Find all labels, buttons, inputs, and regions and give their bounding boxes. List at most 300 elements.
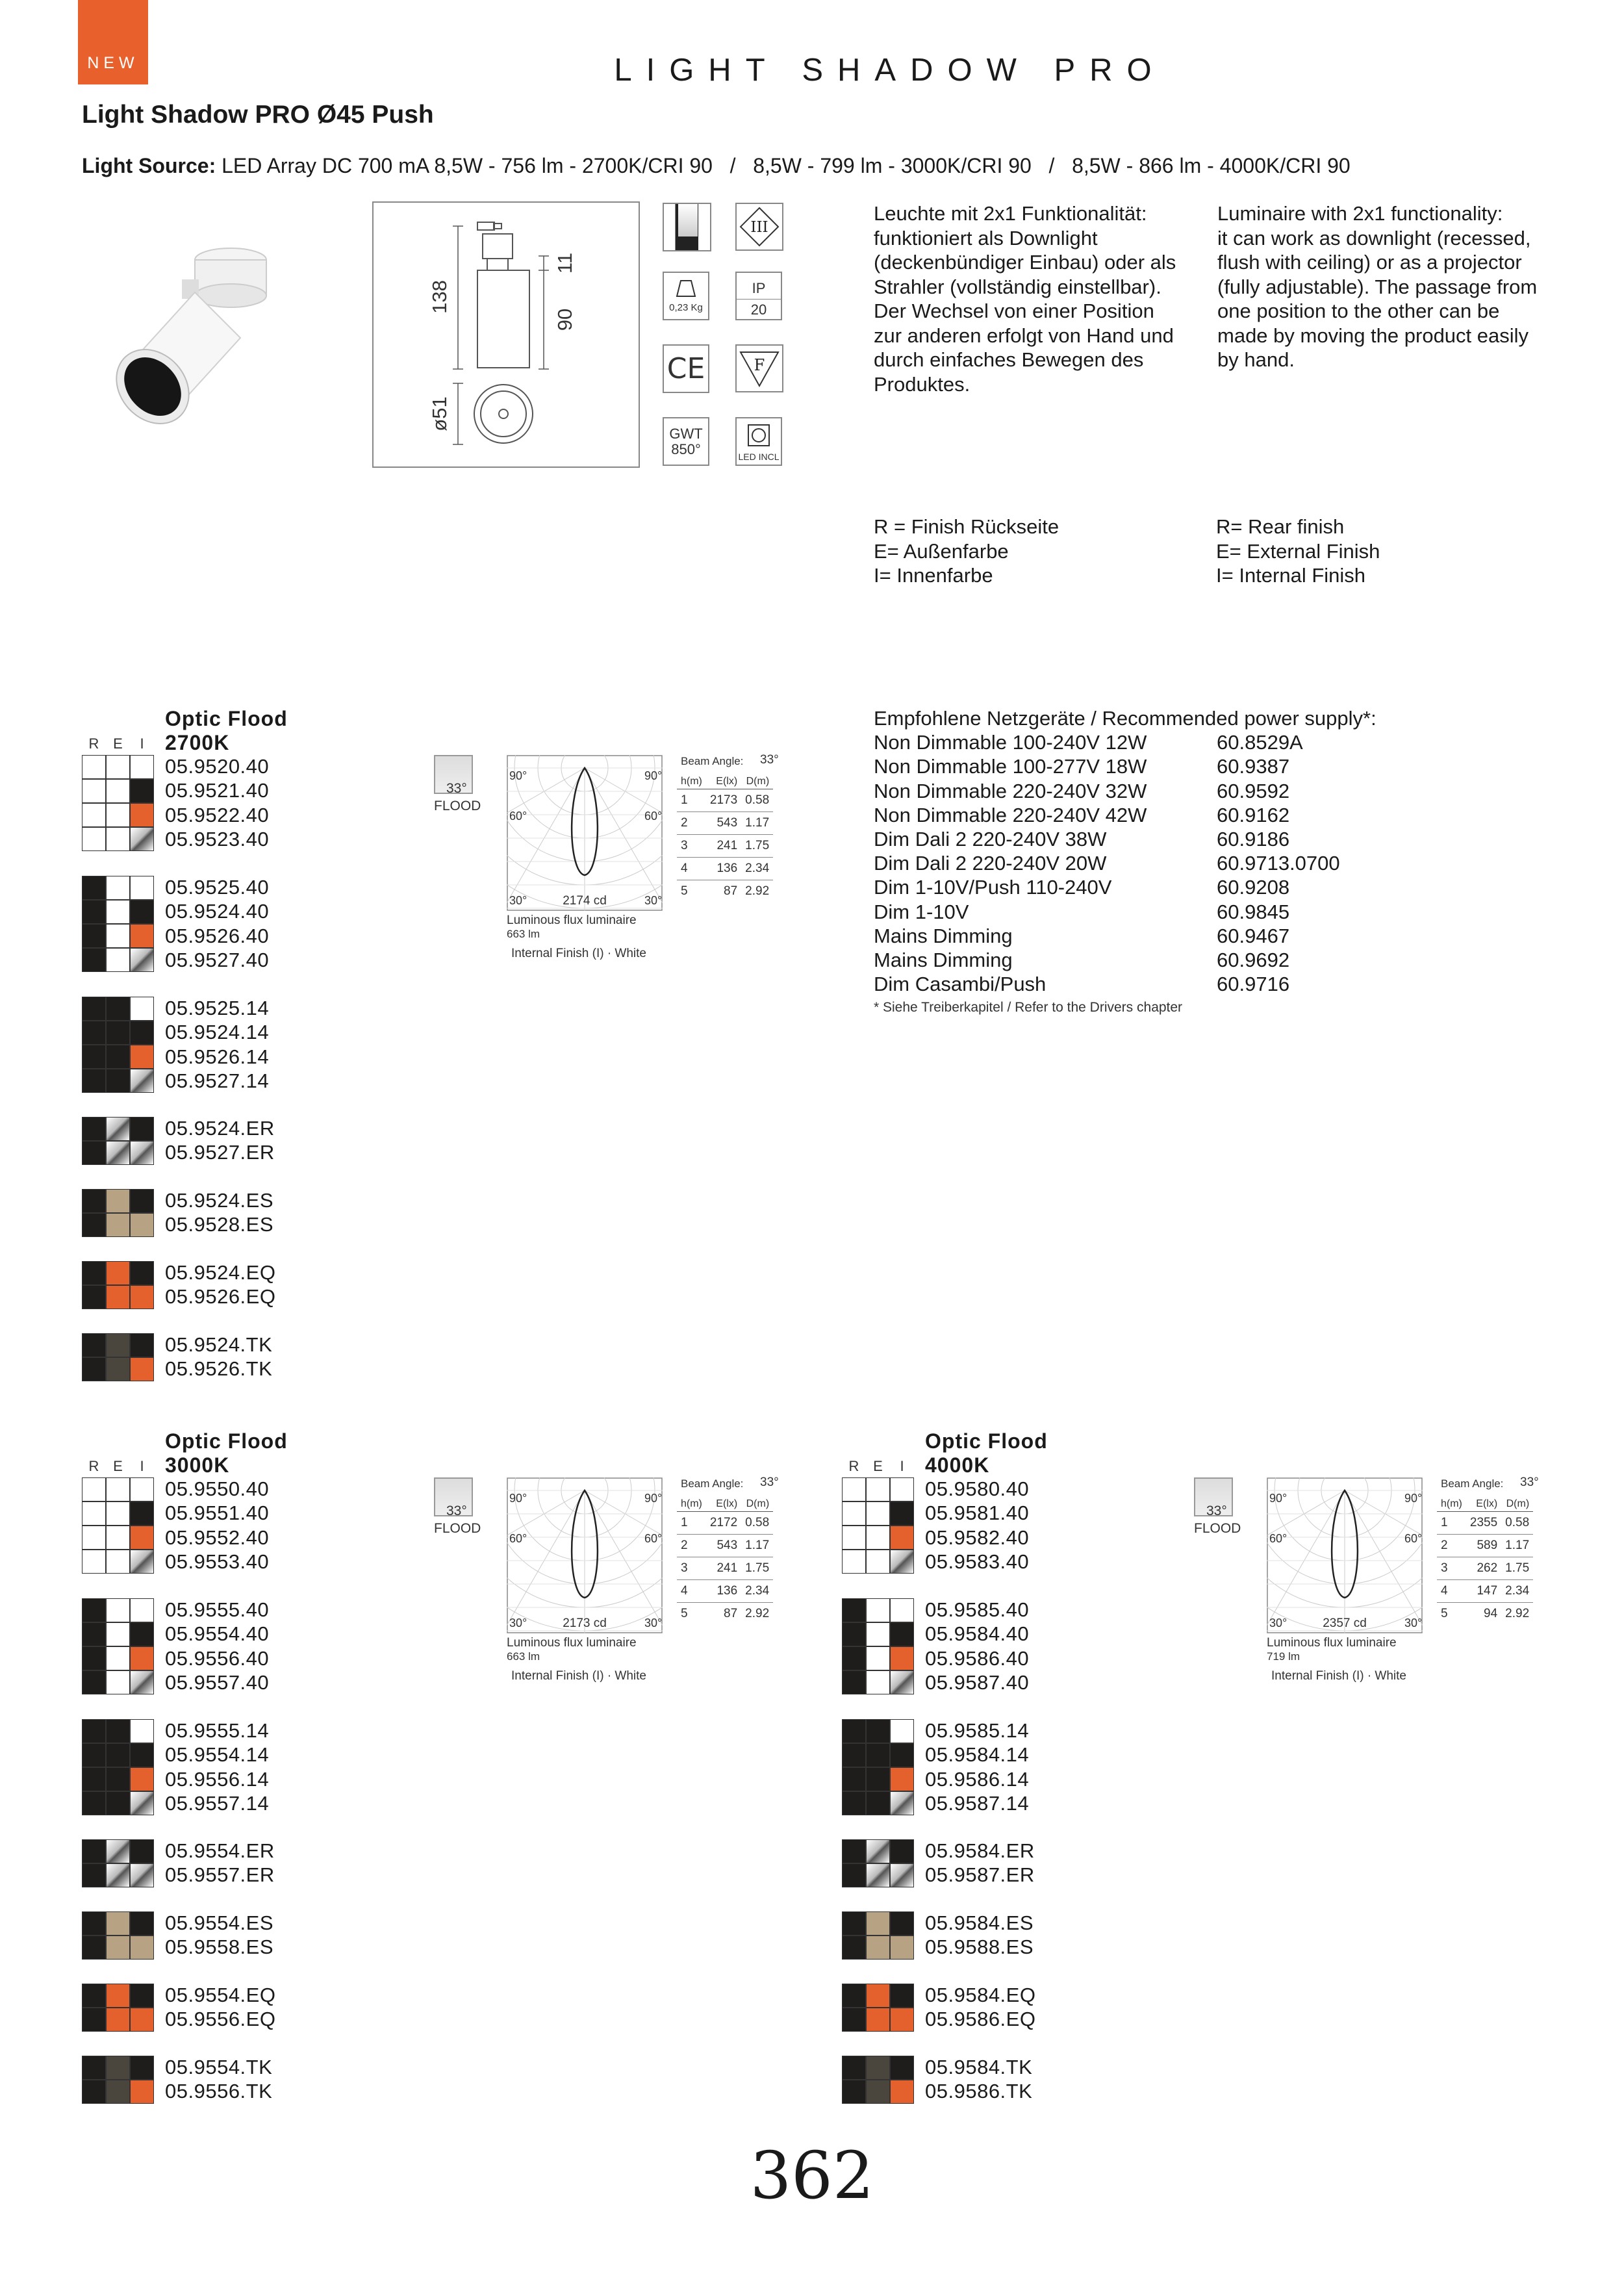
polar-diagram xyxy=(1267,1477,1423,1633)
polar-angle-label: 90° xyxy=(644,1492,663,1505)
finish-swatch xyxy=(82,1743,106,1767)
finish-swatch xyxy=(842,1550,866,1574)
beam-angle-value: 33° xyxy=(1520,1476,1539,1489)
product-code: 05.9587.14 xyxy=(925,1791,1030,1815)
table-cell: 4 xyxy=(677,858,706,880)
product-code: 05.9581.40 xyxy=(925,1501,1030,1525)
table-row xyxy=(1437,1580,1533,1603)
finish-swatch xyxy=(842,1863,866,1887)
flux-value: 663 lm xyxy=(507,928,540,940)
table-cell: 1 xyxy=(677,789,706,812)
polar-angle-label: 90° xyxy=(1269,1492,1288,1505)
finish-swatch xyxy=(106,755,130,779)
flood-label: FLOOD xyxy=(1194,1521,1241,1536)
finish-swatch xyxy=(82,1598,106,1622)
finish-swatch xyxy=(106,1839,130,1863)
product-code: 05.9554.14 xyxy=(165,1743,270,1767)
product-code: 05.9550.40 xyxy=(165,1477,270,1500)
table-row xyxy=(677,1512,773,1535)
finish-swatch xyxy=(130,1285,154,1309)
finish-swatch xyxy=(890,1767,914,1791)
finish-swatch xyxy=(842,1598,866,1622)
flux-value: 719 lm xyxy=(1267,1650,1300,1663)
table-cell: 136 xyxy=(706,858,741,880)
finish-swatch xyxy=(82,1767,106,1791)
finish-swatch xyxy=(842,1791,866,1815)
finish-swatch xyxy=(130,1189,154,1213)
product-code: 05.9584.14 xyxy=(925,1743,1030,1767)
polar-angle-label: 90° xyxy=(644,769,663,782)
photometry xyxy=(1192,1477,1556,1692)
power-supply-row xyxy=(874,900,1588,924)
beam-angle-label: Beam Angle: xyxy=(1441,1477,1504,1490)
finish-swatch xyxy=(866,1501,890,1526)
illuminance-table xyxy=(677,1497,773,1626)
finish-swatch xyxy=(130,755,154,779)
polar-angle-label: 60° xyxy=(644,1532,663,1545)
finish-swatch xyxy=(130,1984,154,2008)
polar-angle-label: 30° xyxy=(509,894,527,907)
power-supply-code: 60.8529A xyxy=(1217,731,1303,754)
table-cell: 94 xyxy=(1484,1607,1498,1621)
table-header: E(lx) xyxy=(706,774,741,789)
finish-swatch xyxy=(106,1357,130,1381)
table-cell: 589 xyxy=(1466,1535,1501,1557)
finish-swatch xyxy=(82,1550,106,1574)
svg-text:III: III xyxy=(750,219,768,236)
power-supply-name: Non Dimmable 100-277V 18W xyxy=(874,755,1147,778)
table-header: D(m) xyxy=(1501,1497,1533,1512)
rei-header xyxy=(842,1458,914,1475)
power-supply-row xyxy=(874,924,1588,948)
finish-swatch xyxy=(106,1021,130,1045)
weight-label: 0,23 Kg xyxy=(669,302,703,313)
finish-swatch xyxy=(866,1839,890,1863)
table-cell: 241 xyxy=(706,835,741,858)
product-code: 05.9555.40 xyxy=(165,1598,270,1621)
finish-swatch xyxy=(106,1213,130,1237)
finish-swatch xyxy=(82,900,106,924)
finish-swatch xyxy=(130,1839,154,1863)
product-code: 05.9524.14 xyxy=(165,1021,270,1044)
product-code: 05.9557.14 xyxy=(165,1791,270,1815)
product-code: 05.9556.EQ xyxy=(165,2008,276,2031)
power-supply-name: Non Dimmable 220-240V 32W xyxy=(874,779,1147,802)
finish-swatch xyxy=(130,1213,154,1237)
finish-swatch xyxy=(866,1719,890,1743)
new-tag: NEW xyxy=(78,0,148,84)
illuminance-table xyxy=(1437,1497,1533,1626)
finish-swatch xyxy=(82,1261,106,1285)
finish-swatch xyxy=(82,1141,106,1165)
finish-swatch xyxy=(82,997,106,1021)
table-cell: 543 xyxy=(706,812,741,835)
polar-diagram xyxy=(507,1477,663,1633)
section-cct: 4000K xyxy=(925,1453,990,1477)
flux-value: 663 lm xyxy=(507,1650,540,1663)
product-code: 05.9525.40 xyxy=(165,876,270,899)
finish-swatch xyxy=(106,900,130,924)
polar-diagram xyxy=(507,755,663,911)
rei-label: E xyxy=(113,735,123,752)
flood-angle: 33° xyxy=(446,781,467,796)
power-supply-name: Non Dimmable 220-240V 42W xyxy=(874,803,1147,826)
finish-swatch xyxy=(890,1622,914,1646)
polar-angle-label: 90° xyxy=(509,1492,527,1505)
power-supply-code: 60.9716 xyxy=(1217,973,1290,996)
power-supply-row xyxy=(874,754,1588,778)
table-cell: 1.75 xyxy=(741,1557,773,1580)
finish-swatch xyxy=(106,1622,130,1646)
table-header: h(m) xyxy=(677,1497,706,1512)
finish-swatch xyxy=(842,1767,866,1791)
finish-swatch xyxy=(82,1935,106,1960)
finish-swatch xyxy=(890,2080,914,2104)
finish-swatch xyxy=(866,1767,890,1791)
rei-label: I xyxy=(900,1458,904,1474)
finish-swatch xyxy=(890,1550,914,1574)
dim-90-label: 90 xyxy=(553,308,576,331)
finish-swatch xyxy=(890,1477,914,1501)
photometry xyxy=(432,755,796,969)
dim-height-label: 138 xyxy=(428,280,451,314)
flood-label: FLOOD xyxy=(434,1521,481,1536)
product-code: 05.9554.ER xyxy=(165,1839,275,1862)
finish-swatch xyxy=(106,1477,130,1501)
finish-swatch xyxy=(82,779,106,803)
beam-angle-label: Beam Angle: xyxy=(681,1477,744,1490)
finish-swatch xyxy=(82,1791,106,1815)
finish-swatch xyxy=(106,2008,130,2032)
table-cell: 2 xyxy=(677,1535,706,1557)
power-supply-code: 60.9208 xyxy=(1217,876,1290,899)
dim-11-label: 11 xyxy=(553,252,576,274)
finish-swatch xyxy=(82,1069,106,1093)
power-supply-code: 60.9467 xyxy=(1217,924,1290,947)
product-code: 05.9527.ER xyxy=(165,1141,275,1164)
finish-swatch xyxy=(866,2056,890,2080)
polar-angle-label: 30° xyxy=(644,894,663,907)
finish-swatch xyxy=(890,1935,914,1960)
table-row xyxy=(677,1557,773,1580)
finish-swatch xyxy=(130,1261,154,1285)
product-code: 05.9586.EQ xyxy=(925,2008,1036,2031)
finish-swatch xyxy=(866,1670,890,1694)
finish-swatch xyxy=(130,1526,154,1550)
table-cell: 543 xyxy=(706,1535,741,1557)
finish-swatch xyxy=(130,1791,154,1815)
flood-angle: 33° xyxy=(1206,1503,1227,1518)
table-row xyxy=(677,789,773,812)
led-included-icon xyxy=(735,417,782,466)
table-header: E(lx) xyxy=(1466,1497,1501,1512)
finish-swatch xyxy=(82,1526,106,1550)
finish-swatch xyxy=(130,1670,154,1694)
table-cell: 2.34 xyxy=(741,1580,773,1603)
finish-swatch xyxy=(82,1719,106,1743)
product-code: 05.9556.40 xyxy=(165,1646,270,1670)
finish-swatch xyxy=(106,1045,130,1069)
finish-swatch xyxy=(106,1911,130,1935)
finish-swatch xyxy=(82,1646,106,1670)
product-code: 05.9584.ES xyxy=(925,1911,1034,1934)
table-cell: 5 xyxy=(1441,1607,1448,1621)
finish-swatch xyxy=(106,1550,130,1574)
finish-swatch xyxy=(890,1984,914,2008)
table-cell: 2.92 xyxy=(745,884,770,899)
f-mark-icon xyxy=(735,344,783,392)
product-code: 05.9528.ES xyxy=(165,1213,274,1236)
finish-swatch xyxy=(106,2080,130,2104)
finish-swatch xyxy=(890,1598,914,1622)
finish-swatch xyxy=(130,1333,154,1357)
product-code: 05.9558.ES xyxy=(165,1935,274,1959)
table-cell: 2355 xyxy=(1466,1512,1501,1535)
table-cell: 262 xyxy=(1466,1557,1501,1580)
finish-swatch xyxy=(130,1767,154,1791)
rei-label: I xyxy=(140,1458,144,1474)
finish-swatch xyxy=(130,1622,154,1646)
power-supply-name: Mains Dimming xyxy=(874,924,1013,947)
finish-swatch xyxy=(106,1598,130,1622)
power-supply-name: Non Dimmable 100-240V 12W xyxy=(874,731,1147,754)
finish-swatch xyxy=(130,2056,154,2080)
rei-label: E xyxy=(873,1458,883,1474)
finish-swatch xyxy=(106,1526,130,1550)
dimension-drawing xyxy=(372,201,640,468)
finish-swatch xyxy=(842,1477,866,1501)
finish-swatch xyxy=(82,948,106,972)
product-code: 05.9527.14 xyxy=(165,1069,270,1092)
finish-swatch xyxy=(106,1984,130,2008)
finish-swatch xyxy=(890,1743,914,1767)
light-source-line xyxy=(82,154,1351,178)
finish-swatch xyxy=(82,1911,106,1935)
finish-swatch xyxy=(82,924,106,948)
product-code: 05.9554.ES xyxy=(165,1911,274,1934)
product-code: 05.9584.ER xyxy=(925,1839,1035,1862)
finish-swatch xyxy=(106,924,130,948)
product-code: 05.9585.40 xyxy=(925,1598,1030,1621)
table-cell: 1.17 xyxy=(741,812,773,835)
finish-swatch xyxy=(82,1622,106,1646)
product-code: 05.9524.EQ xyxy=(165,1261,276,1284)
finish-swatch xyxy=(866,2080,890,2104)
candela-label: 2174 cd xyxy=(563,894,607,908)
flux-label: Luminous flux luminaire xyxy=(1267,1636,1397,1650)
finish-swatch xyxy=(890,1839,914,1863)
product-code: 05.9586.14 xyxy=(925,1767,1030,1791)
table-cell: 1.17 xyxy=(1501,1535,1533,1557)
finish-swatch xyxy=(130,1743,154,1767)
table-header: E(lx) xyxy=(706,1497,741,1512)
finish-swatch xyxy=(866,1526,890,1550)
finish-swatch xyxy=(106,1117,130,1141)
finish-swatch xyxy=(130,1646,154,1670)
section-cct: 3000K xyxy=(165,1453,230,1477)
table-cell: 2 xyxy=(677,812,706,835)
glow-wire-icon xyxy=(663,417,709,466)
polar-angle-label: 30° xyxy=(1269,1616,1288,1629)
table-header-row xyxy=(677,1497,773,1512)
candela-label: 2173 cd xyxy=(563,1616,607,1630)
finish-swatch xyxy=(890,2008,914,2032)
finish-swatch xyxy=(130,900,154,924)
finish-swatch xyxy=(890,1526,914,1550)
polar-angle-label: 60° xyxy=(509,810,527,823)
power-supply-row xyxy=(874,875,1588,899)
finish-swatch xyxy=(82,1045,106,1069)
finish-swatch xyxy=(130,827,154,851)
finish-swatch xyxy=(130,1911,154,1935)
finish-swatch xyxy=(866,1550,890,1574)
finish-swatch xyxy=(106,1743,130,1767)
product-code: 05.9582.40 xyxy=(925,1526,1030,1549)
polar-angle-label: 60° xyxy=(1404,1532,1423,1545)
finish-swatch xyxy=(890,1501,914,1526)
finish-swatch xyxy=(130,1863,154,1887)
ip-value: 20 xyxy=(737,299,781,320)
finish-swatch xyxy=(130,997,154,1021)
power-supply-title: Empfohlene Netzgeräte / Recommended power supply*: xyxy=(874,707,1377,730)
product-code: 05.9584.TK xyxy=(925,2056,1033,2078)
product-code: 05.9526.EQ xyxy=(165,1285,276,1309)
finish-swatch xyxy=(106,1069,130,1093)
rei-header xyxy=(82,1458,154,1475)
beam-angle-value: 33° xyxy=(760,1476,779,1489)
finish-swatch xyxy=(842,1984,866,2008)
rei-header xyxy=(82,735,154,752)
finish-swatch xyxy=(130,1719,154,1743)
finish-swatch xyxy=(106,1189,130,1213)
product-title: Light Shadow PRO Ø45 Push xyxy=(82,101,434,129)
finish-swatch xyxy=(890,1911,914,1935)
product-code: 05.9524.ER xyxy=(165,1117,275,1140)
flood-label: FLOOD xyxy=(434,798,481,813)
finish-swatch xyxy=(842,1719,866,1743)
polar-angle-label: 30° xyxy=(644,1616,663,1629)
table-cell: 1.75 xyxy=(741,835,773,858)
table-row xyxy=(677,1535,773,1557)
table-cell: 3 xyxy=(677,835,706,858)
power-supply-row xyxy=(874,803,1588,827)
polar-angle-label: 30° xyxy=(509,1616,527,1629)
polar-angle-label: 90° xyxy=(509,769,527,782)
finish-legend-de: R = Finish Rückseite E= Außenfarbe I= Innenfarbe xyxy=(874,515,1059,587)
illuminance-table xyxy=(677,774,773,903)
product-code: 05.9521.40 xyxy=(165,779,270,802)
finish-swatch xyxy=(866,1911,890,1935)
table-row xyxy=(677,1580,773,1603)
power-supply-name: Mains Dimming xyxy=(874,949,1013,972)
finish-swatch xyxy=(82,1863,106,1887)
finish-swatch xyxy=(842,1646,866,1670)
finish-swatch xyxy=(82,1285,106,1309)
finish-swatch xyxy=(106,1285,130,1309)
finish-swatch xyxy=(130,1501,154,1526)
table-cell: 1 xyxy=(677,1512,706,1535)
finish-swatch xyxy=(82,1477,106,1501)
brand-title: LIGHT SHADOW PRO xyxy=(614,53,1166,88)
product-code: 05.9585.14 xyxy=(925,1719,1030,1742)
weight-icon xyxy=(663,272,709,320)
finish-swatch xyxy=(866,2008,890,2032)
svg-text:F: F xyxy=(754,356,765,374)
finish-swatch xyxy=(866,1477,890,1501)
finish-swatch xyxy=(106,997,130,1021)
finish-swatch xyxy=(130,1550,154,1574)
finish-swatch xyxy=(842,1911,866,1935)
table-header: h(m) xyxy=(1437,1497,1466,1512)
rei-label: R xyxy=(88,735,99,752)
finish-swatch xyxy=(82,2080,106,2104)
table-cell: 0.58 xyxy=(741,1512,773,1535)
finish-swatch xyxy=(106,1646,130,1670)
power-supply-code: 60.9387 xyxy=(1217,755,1290,778)
product-code: 05.9527.40 xyxy=(165,948,270,971)
rei-label: E xyxy=(113,1458,123,1474)
description-de: Leuchte mit 2x1 Funktionalität: funktioniert als Downlight (deckenbündiger Einbau) oder als Strahler (vollständig einstellbar). Der Wechsel von einer Position zur anderen erfolgt von Hand und durch einfaches Bewegen des Produktes. xyxy=(874,202,1176,396)
finish-swatch xyxy=(890,1863,914,1887)
finish-swatch xyxy=(130,1069,154,1093)
photometry xyxy=(432,1477,796,1692)
rei-label: R xyxy=(848,1458,859,1474)
finish-swatch xyxy=(842,1935,866,1960)
product-code: 05.9586.TK xyxy=(925,2080,1033,2103)
power-supply-code: 60.9162 xyxy=(1217,803,1290,826)
polar-angle-label: 60° xyxy=(509,1532,527,1545)
candela-label: 2357 cd xyxy=(1323,1616,1367,1630)
ip-label: IP xyxy=(752,280,766,296)
power-supply-row xyxy=(874,779,1588,803)
finish-swatch xyxy=(82,1189,106,1213)
finish-swatch xyxy=(842,1526,866,1550)
table-cell: 4 xyxy=(1437,1580,1466,1603)
finish-swatch xyxy=(82,1333,106,1357)
product-code: 05.9522.40 xyxy=(165,803,270,826)
product-code: 05.9557.ER xyxy=(165,1863,275,1887)
section-cct: 2700K xyxy=(165,731,230,754)
finish-swatch xyxy=(82,1117,106,1141)
product-code: 05.9552.40 xyxy=(165,1526,270,1549)
power-supply-block xyxy=(874,706,1588,1016)
table-cell: 2.34 xyxy=(741,858,773,880)
finish-swatch xyxy=(842,1839,866,1863)
finish-swatch xyxy=(106,876,130,900)
finish-swatch xyxy=(842,1622,866,1646)
product-code: 05.9557.40 xyxy=(165,1670,270,1694)
product-code: 05.9556.TK xyxy=(165,2080,273,2103)
table-row xyxy=(1437,1557,1533,1580)
table-cell: 5 xyxy=(681,1607,688,1621)
table-row xyxy=(677,1603,773,1626)
product-code: 05.9584.EQ xyxy=(925,1984,1036,2006)
product-code: 05.9586.40 xyxy=(925,1646,1030,1670)
finish-swatch xyxy=(106,948,130,972)
finish-swatch xyxy=(82,1670,106,1694)
gwt-temp: 850° xyxy=(671,441,701,457)
polar-angle-label: 60° xyxy=(644,810,663,823)
table-header-row xyxy=(677,774,773,789)
finish-swatch xyxy=(106,1719,130,1743)
finish-swatch xyxy=(866,1863,890,1887)
product-code: 05.9583.40 xyxy=(925,1550,1030,1573)
finish-swatch xyxy=(866,1743,890,1767)
section-title: Optic Flood xyxy=(165,707,288,730)
finish-swatch xyxy=(130,1045,154,1069)
product-code: 05.9526.TK xyxy=(165,1357,273,1381)
power-supply-name: Dim 1-10V/Push 110-240V xyxy=(874,876,1112,899)
